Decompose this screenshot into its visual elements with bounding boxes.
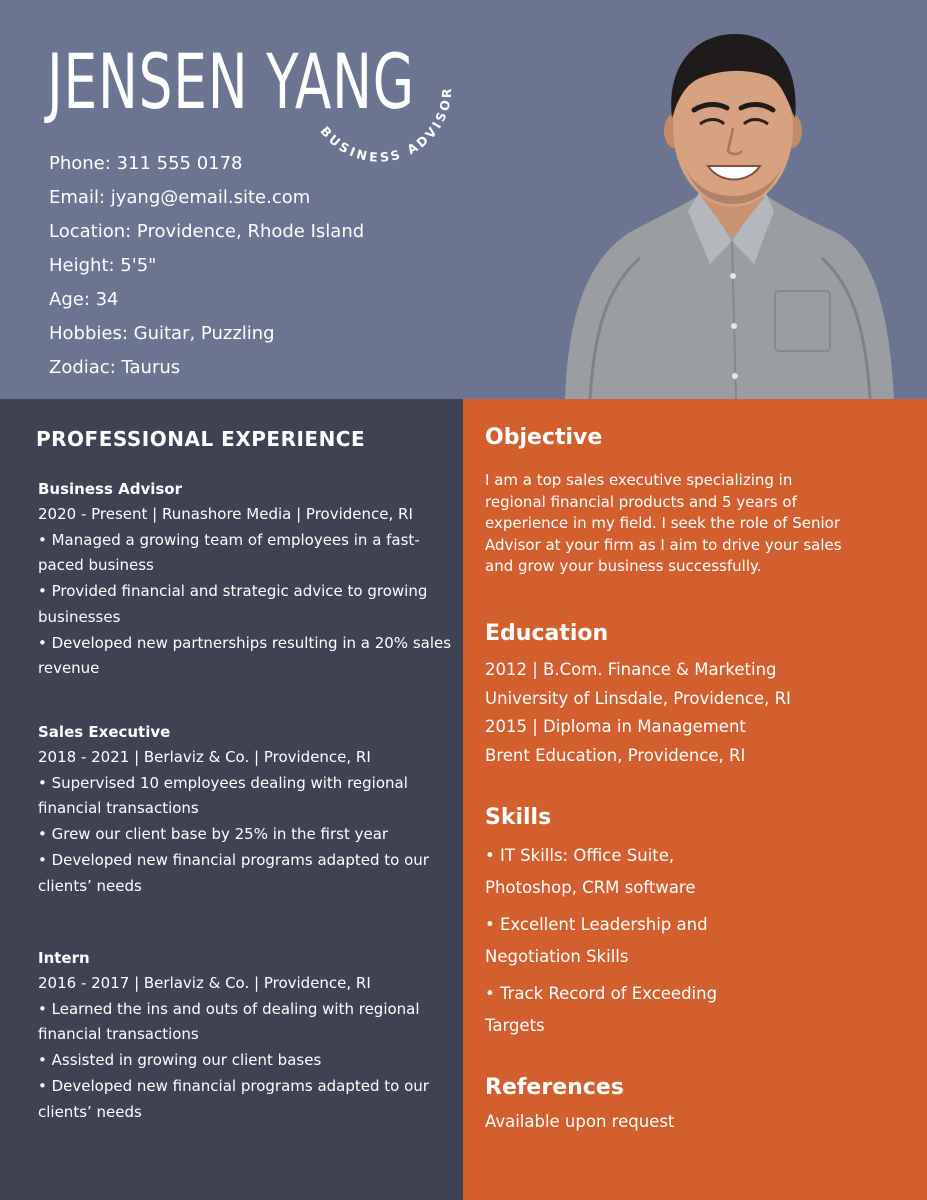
job-meta: 2016 - 2017 | Berlaviz & Co. | Providence, RI	[38, 974, 371, 992]
summary-column	[463, 399, 927, 1200]
references-section	[485, 1075, 905, 1134]
experience-heading: PROFESSIONAL EXPERIENCE	[36, 427, 366, 451]
skill-item: • Excellent Leadership and Negotiation Skills	[485, 915, 708, 966]
job-bullet: • Provided financial and strategic advice to growing businesses	[38, 582, 428, 626]
job-bullet: • Managed a growing team of employees in a fast-paced business	[38, 530, 420, 575]
portrait-photo	[560, 26, 900, 399]
candidate-name: JENSEN YANG	[47, 37, 415, 126]
references-heading: References	[485, 1075, 624, 1100]
contact-zodiac: Zodiac: Taurus	[49, 357, 181, 378]
job-bullet: • Learned the ins and outs of dealing with regional financial transactions	[38, 999, 420, 1044]
job-bullet: • Developed new financial programs adapted to our clients’ needs	[38, 1076, 429, 1121]
job-bullets	[38, 997, 463, 1126]
education-line: Brent Education, Providence, RI	[485, 745, 746, 765]
contact-location: Location: Providence, Rhode Island	[49, 221, 365, 242]
job-bullet: • Grew our client base by 25% in the first year	[38, 825, 389, 844]
contact-email: Email: jyang@email.site.com	[49, 187, 311, 208]
job-entry	[38, 476, 463, 682]
skill-item: • IT Skills: Office Suite, Photoshop, CRM software	[485, 846, 696, 897]
job-bullets	[38, 771, 463, 900]
job-entry	[38, 945, 463, 1125]
objective-heading: Objective	[485, 425, 603, 450]
job-bullets	[38, 528, 463, 682]
education-heading: Education	[485, 621, 609, 646]
references-text: Available upon request	[485, 1112, 675, 1131]
education-section	[485, 621, 905, 770]
experience-column	[0, 399, 463, 1200]
contact-hobbies: Hobbies: Guitar, Puzzling	[49, 323, 275, 344]
skills-section	[485, 805, 905, 1047]
objective-text: I am a top sales executive specializing in regional financial products and 5 years of experience in my field. I seek the role of Senior Advisor at your firm as I aim to drive your sales and grow your business successfully.	[485, 471, 842, 575]
role-title: BUSINESS ADVISOR	[317, 85, 455, 165]
job-title: Business Advisor	[38, 480, 183, 498]
header	[0, 0, 927, 399]
job-meta: 2020 - Present | Runashore Media | Providence, RI	[38, 505, 413, 523]
education-line: 2012 | B.Com. Finance & Marketing	[485, 660, 777, 679]
job-bullet: • Assisted in growing our client bases	[38, 1051, 322, 1070]
job-title: Sales Executive	[38, 723, 171, 741]
job-title: Intern	[38, 949, 90, 967]
objective-section	[485, 425, 905, 578]
job-meta: 2018 - 2021 | Berlaviz & Co. | Providence, RI	[38, 748, 371, 766]
job-bullet: • Developed new partnerships resulting in a 20% sales revenue	[38, 633, 452, 678]
education-line: 2015 | Diploma in Management	[485, 717, 746, 736]
contact-phone: Phone: 311 555 0178	[49, 153, 243, 174]
job-bullet: • Developed new financial programs adapted to our clients’ needs	[38, 850, 429, 895]
job-bullet: • Supervised 10 employees dealing with regional financial transactions	[38, 773, 408, 818]
skill-item: • Track Record of Exceeding Targets	[485, 984, 718, 1035]
education-line: University of Linsdale, Providence, RI	[485, 688, 791, 708]
contact-age: Age: 34	[49, 289, 119, 310]
skills-list	[485, 840, 725, 1042]
job-entry	[38, 719, 463, 899]
skills-heading: Skills	[485, 805, 552, 830]
contact-list	[49, 147, 364, 385]
contact-height: Height: 5'5"	[49, 255, 157, 276]
